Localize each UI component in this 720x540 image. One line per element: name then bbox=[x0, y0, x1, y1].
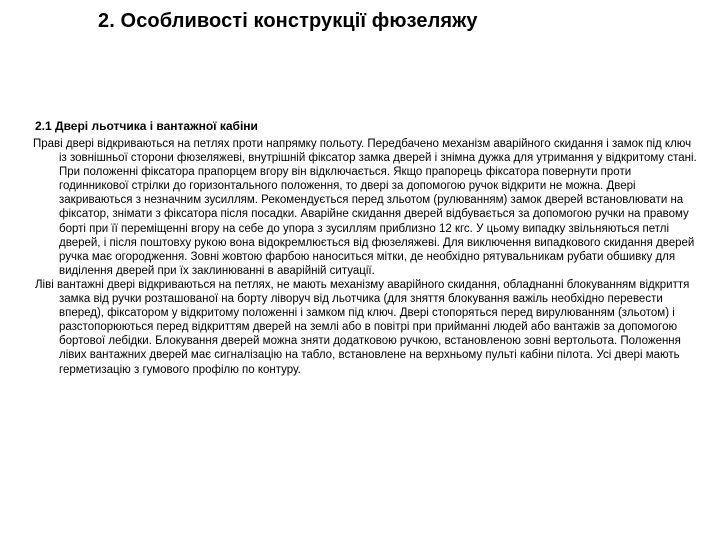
body-text bbox=[33, 137, 701, 377]
section-heading: 2.1 Двері льотчика і вантажної кабіни bbox=[35, 119, 258, 133]
paragraph-left-cargo-door: Ліві вантажні двері відкриваються на петлях, не мають механізму аварійного скидання, обладнанні блокуванням відкриття замка від ручки розташованої на борту ліворуч від льотчика (для зняття блокування важіль необхідно перевести вперед), фіксатором у відкритому положенні і замком під ключ. Двері стопоряться перед вирулюванням (зльотом) і разстопорюються перед відкриттям дверей на землі або в повітрі при прийманні людей або вантажів за допомогою бортової лебідки. Блокування дверей можна зняти додатковою ручкою, встановленою зовні вертольота. Положення лівих вантажних дверей має сигналізацію на табло, встановлене на верхньому пульті кабіни пілота. Усі двері мають герметизацію з гумового профілю по контуру. bbox=[35, 278, 690, 376]
paragraph-right-door: Праві двері відкриваються на петлях проти напрямку польоту. Передбачено механізм аварійного скидання і замок під ключ із зовнішньої сторони фюзеляжеві, внутрішній фіксатор замка дверей і знімна дужка для утримання у відкритому стані. При положенні фіксатора прапорцем вгору він відключається. Якщо прапорець фіксатора повернути проти годинникової стрілки до горизонтального положення, то двері за допомогою ручок відкрити не можна. Двері закриваються з незначним зусиллям. Рекомендується перед зльотом (рулюванням) замок дверей встановлювати на фіксатор, знімати з фіксатора після посадки. Аварійне скидання дверей відбувається за допомогою ручки на правому борті при її переміщенні вгору на себе до упора з зусиллям приблизно 12 кгс. У цьому випадку звільняються петлі дверей, і після поштовху рукою вона відокремлюється від фюзеляжеві. Для виключення випадкового скидання дверей ручка має огородження. Зовні жовтою фарбою наноситься мітки, де необхідно рятувальникам рубати обшивку для виділення дверей при їх заклинюванні в аварійній ситуації. bbox=[33, 138, 697, 277]
slide-title: 2. Особливості конструкції фюзеляжу bbox=[98, 10, 478, 32]
